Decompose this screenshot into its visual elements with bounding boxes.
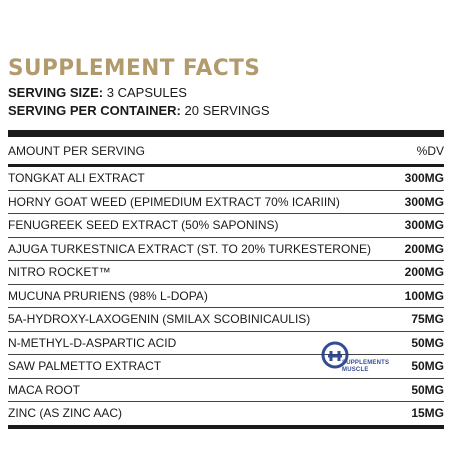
ingredient-name: N-METHYL-D-ASPARTIC ACID — [8, 335, 177, 350]
ingredient-amount: 300MG — [404, 194, 444, 209]
table-row — [8, 379, 444, 403]
servings-per-container-label: SERVING PER CONTAINER: — [8, 103, 181, 118]
table-header — [8, 137, 444, 167]
ingredient-list — [8, 167, 444, 429]
ingredient-name: MACA ROOT — [8, 382, 81, 397]
ingredient-amount: 300MG — [404, 171, 444, 186]
ingredient-name: 5A-HYDROXY-LAXOGENIN (SMILAX SCOBINICAULIS) — [8, 312, 311, 327]
ingredient-name: HORNY GOAT WEED (EPIMEDIUM EXTRACT 70% ICARIIN) — [8, 194, 340, 209]
header-daily-value: %DV — [416, 143, 444, 158]
serving-size-value: 3 CAPSULES — [106, 85, 187, 100]
ingredient-amount: 200MG — [404, 241, 444, 256]
table-row — [8, 285, 444, 309]
ingredient-name: NITRO ROCKET™ — [8, 265, 111, 280]
servings-per-container-line — [8, 102, 444, 120]
table-row — [8, 261, 444, 285]
ingredient-amount: 300MG — [404, 218, 444, 233]
ingredient-name: FENUGREEK SEED EXTRACT (50% SAPONINS) — [8, 218, 279, 233]
servings-per-container-value: 20 SERVINGS — [184, 103, 270, 118]
watermark-line2: MUSCLE — [342, 367, 369, 373]
serving-size-line — [8, 84, 444, 102]
watermark-logo — [320, 340, 390, 378]
table-row — [8, 167, 444, 191]
ingredient-name: AJUGA TURKESTNICA EXTRACT (ST. TO 20% TURKESTERONE) — [8, 241, 371, 256]
watermark-text — [342, 360, 389, 374]
ingredient-name: MUCUNA PRURIENS (98% L-DOPA) — [8, 288, 208, 303]
table-row — [8, 191, 444, 215]
ingredient-amount: 15MG — [411, 406, 444, 421]
ingredient-amount: 50MG — [411, 359, 444, 374]
ingredient-amount: 200MG — [404, 265, 444, 280]
ingredient-name: SAW PALMETTO EXTRACT — [8, 359, 162, 374]
table-row — [8, 214, 444, 238]
panel-title: SUPPLEMENT FACTS — [8, 56, 261, 81]
table-row — [8, 308, 444, 332]
table-row — [8, 238, 444, 262]
ingredient-amount: 75MG — [411, 312, 444, 327]
serving-size-label: SERVING SIZE: — [8, 85, 104, 100]
ingredient-amount: 50MG — [411, 382, 444, 397]
table-row — [8, 402, 444, 429]
header-amount-per-serving: AMOUNT PER SERVING — [8, 143, 145, 158]
ingredient-name: ZINC (AS ZINC AAC) — [8, 406, 123, 421]
ingredient-name: TONGKAT ALI EXTRACT — [8, 171, 145, 186]
ingredient-amount: 100MG — [404, 288, 444, 303]
thick-divider — [8, 130, 444, 137]
ingredient-amount: 50MG — [411, 335, 444, 350]
watermark-line1: SUPPLEMENTS — [342, 360, 390, 366]
